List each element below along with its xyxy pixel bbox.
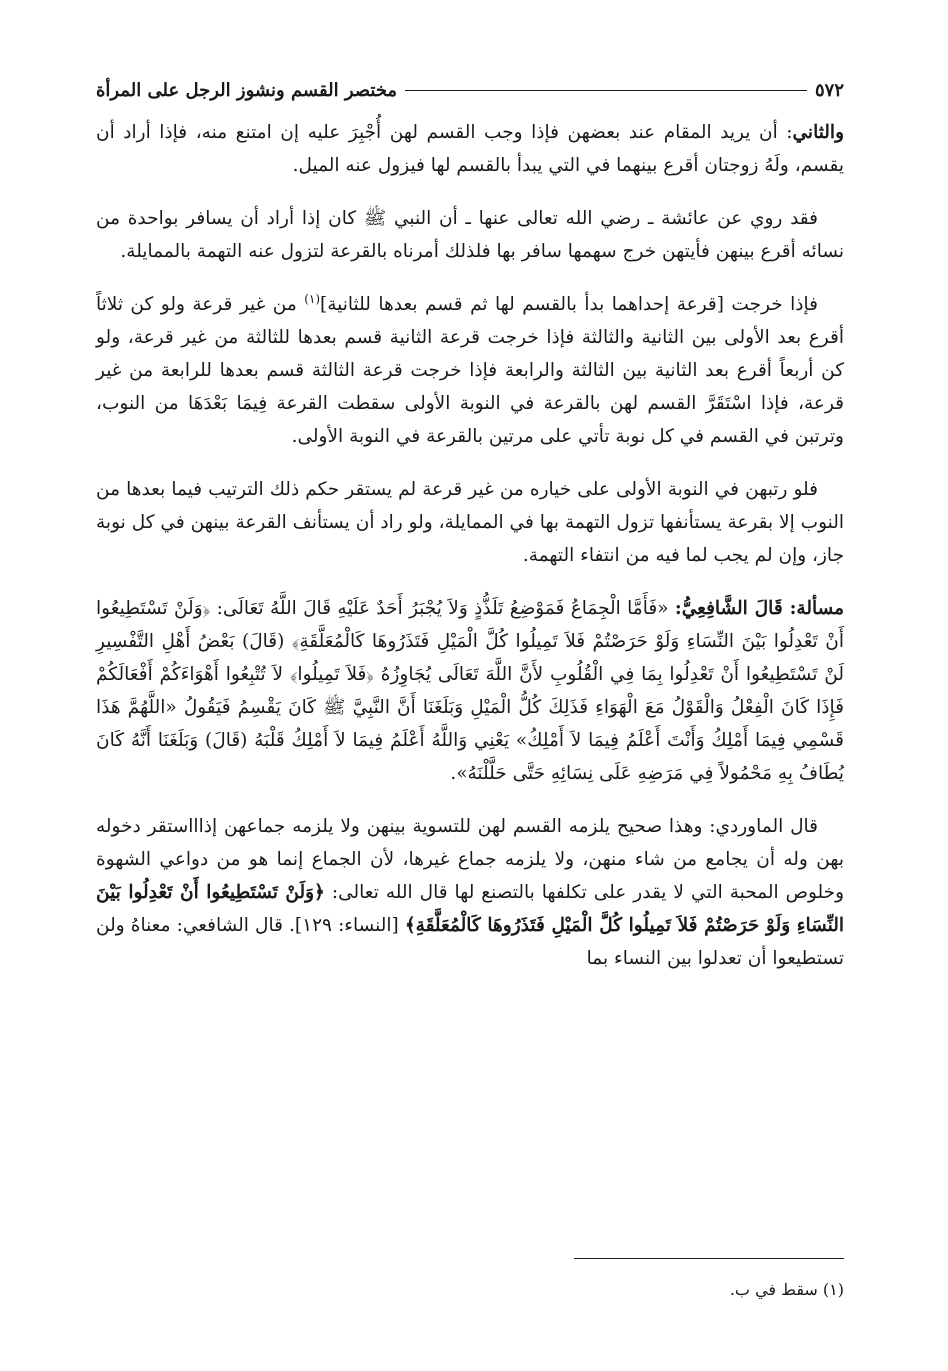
shafii-quote: «فَأَمَّا الْجِمَاعُ فَمَوْضِعُ تَلَذُّذٍ وَلاَ يُجْبَرُ أَحَدٌ عَلَيْهِ قَالَ اللَّهُ تَعَالَى: ﴿وَلَنْ تَسْتَطِيعُوا أَنْ تَعْدِلُوا بَيْنَ النِّسَاءِ وَلَوْ حَرَصْتُمْ فَلاَ تَمِيلُوا كُلَّ الْمَيْلِ فَتَذَرُوهَا كَالْمُعَلَّقَةِ﴾ (قَالَ) بَعْضُ أَهْلِ التَّفْسِيرِ لَنْ تَسْتَطِيعُوا أَنْ تَعْدِلُوا بِمَا فِي الْقُلُوبِ لأَنَّ اللَّهَ تَعَالَى يُجَاوِزُهُ ﴿فَلاَ تَمِيلُوا﴾ لاَ تُتْبِعُوا أَهْوَاءَكُمْ أَفْعَالَكُمْ فَإِذَا كَانَ الْفِعْلُ وَالْقَوْلُ مَعَ الْهَوَاءِ فَذَلِكَ كُلُّ الْمَيْلِ وَبَلَغَنَا أَنَّ النَّبِيَّ ﷺ كَانَ يَقْسِمُ فَيَقُولُ «اللَّهُمَّ هَذَا قَسْمِي فِيمَا أَمْلِكُ وَأَنْتَ أَعْلَمُ فِيمَا لاَ أَمْلِكُ» يَعْنِي وَاللَّهُ أَعْلَمُ فِيمَا لاَ أَمْلِكُ قَلْبَهُ (قَالَ) وَبَلَغَنَا أَنَّهُ كَانَ يُطَافُ بِهِ مَحْمُولاً فِي مَرَضِهِ عَلَى نِسَائِهِ حَتَّى حَلَّلْنَهُ». xyxy=(96,598,844,784)
paragraph-1-lead: والثاني xyxy=(792,122,844,143)
paragraph-6-part-1: قال الماوردي: وهذا صحيح يلزمه القسم لهن للتسوية بينهن ولا يلزمه جماعهن إذاااستقر دخوله بهن وله أن يجامع من شاء منهن، ولا يلزمه جماع غيرها، لأن الجماع إنما هو من دواعي الشهوة وخلوص المحبة التي لا يقدر على تكلفها بالتصنع لها قال الله تعالى: xyxy=(96,816,845,903)
footnote-area xyxy=(96,1258,844,1303)
paragraph-3-part-1: فإذا خرجت [قرعة إحداهما بدأ بالقسم لها ثم قسم بعدها للثانية] xyxy=(320,294,818,315)
book-page xyxy=(96,72,844,1332)
chapter-title: مختصر القسم ونشوز الرجل على المرأة xyxy=(96,79,398,101)
paragraph-5 xyxy=(96,592,844,790)
paragraph-4: فلو رتبهن في النوبة الأولى على خياره من غير قرعة لم يستقر حكم ذلك الترتيب فيما بعدها من النوب إلا بقرعة يستأنفها تزول التهمة بها في الممايلة، ولو راد أن يستأنف القرعة بينهن في كل نوبة جاز، وإن لم يجب لما فيه من انتفاء التهمة. xyxy=(96,479,844,566)
quran-verse: ﴿وَلَنْ تَسْتَطِيعُوا أَنْ تَعْدِلُوا بَيْنَ النِّسَاءِ وَلَوْ حَرَصْتُمْ فَلاَ تَمِيلُوا كُلَّ الْمَيْلِ فَتَذَرُوهَا كَالْمُعَلَّقَةِ﴾ xyxy=(96,882,844,936)
page-number: ٥٧٢ xyxy=(814,79,844,101)
header-rule xyxy=(405,90,807,91)
paragraph-3 xyxy=(96,288,844,453)
running-head xyxy=(96,72,844,108)
footnote-1: (١) سقط في ب. xyxy=(729,1280,844,1299)
paragraph-6-part-2: [النساء: ١٢٩]. قال الشافعي: معناهُ ولن تستطيعوا أن تعدلوا بين النساء بما xyxy=(96,915,844,969)
paragraph-3-part-2: من غير قرعة ولو كن ثلاثاً أقرع بعد الأولى بين الثانية والثالثة فإذا خرجت قرعة الثانية قسم بعدها للثالثة من غير قرعة، ولو كن أربعاً أقرع بعد الثانية بين الثالثة والرابعة فإذا خرجت قرعة الثالثة قسم بعدها للرابعة من غير قرعة، فإذا اسْتَقَرَّ القسم لهن بالقرعة في النوبة الأولى سقطت القرعة فِيمَا بَعْدَهَا من النوب، وترتبن في القسم في كل نوبة تأتي على مرتين بالقرعة في النوبة الأولى. xyxy=(96,294,844,447)
masala-lead: مسألة: قَالَ الشَّافِعِيُّ: xyxy=(674,598,845,619)
footnote-ref-1[interactable]: (١) xyxy=(304,291,321,306)
paragraph-2: فقد روي عن عائشة ـ رضي الله تعالى عنها ـ أن النبي ﷺ كان إذا أراد أن يسافر بواحدة من نسائه أقرع بينهن فأيتهن خرج سهمها سافر بها فلذلك أمرناه بالقرعة لتزول عنه التهمة بالممايلة. xyxy=(96,208,844,262)
footnote-rule xyxy=(574,1258,844,1259)
main-text xyxy=(96,116,844,975)
paragraph-6 xyxy=(96,810,844,975)
paragraph-1-text: : أن يريد المقام عند بعضهن فإذا وجب القسم لهن أُجْبِرَ عليه إن امتنع منه، فإذا أراد أن يقسم، ولَهُ زوجتان أقرع بينهما في التي يبدأ بالقسم لها فيزول عنه الميل. xyxy=(96,122,844,176)
paragraph-1 xyxy=(96,116,844,182)
